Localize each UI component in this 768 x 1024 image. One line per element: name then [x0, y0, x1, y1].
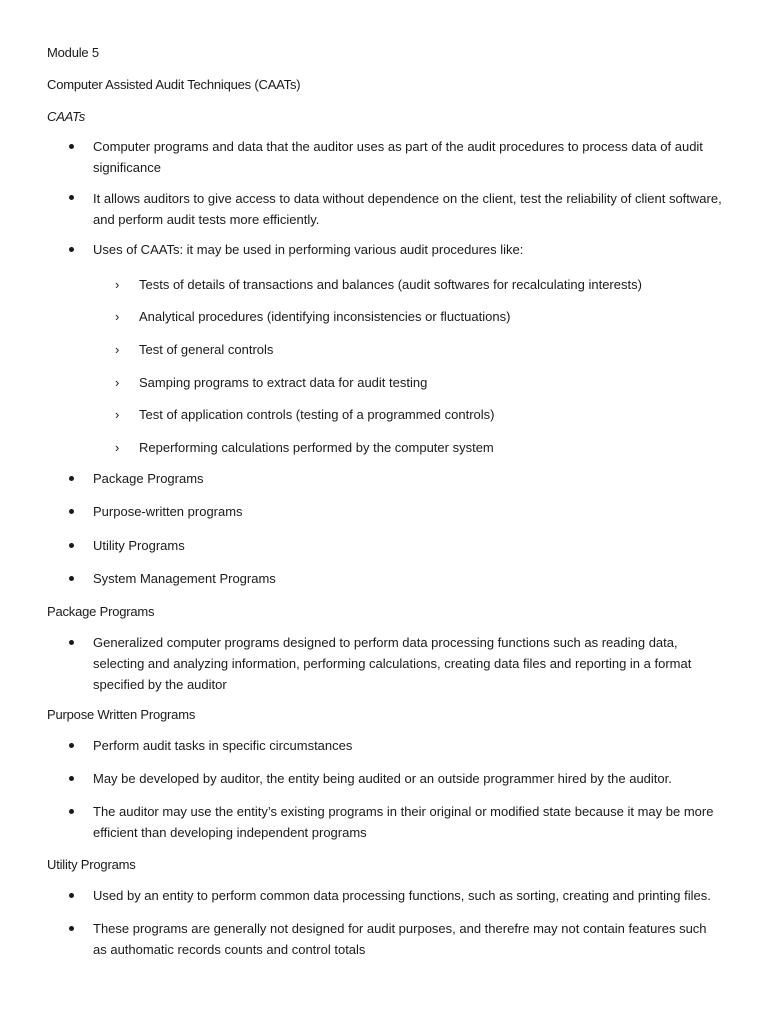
chevron-right-icon: ›	[115, 375, 120, 390]
bullet-icon	[69, 543, 74, 548]
list-item: System Management Programs	[93, 571, 276, 586]
bullet-icon	[69, 640, 74, 645]
bullet-icon	[69, 893, 74, 898]
bullet-icon	[69, 743, 74, 748]
chevron-right-icon: ›	[115, 440, 120, 455]
bullet-icon	[69, 247, 74, 252]
sub-list-item: Test of general controls	[139, 342, 274, 357]
list-item: Generalized computer programs designed to perform data processing functions such as reading data, selecting and analyzing information, performing calculations, creating data files and reporting in a format specified by the auditor	[93, 635, 692, 692]
section-heading-package: Package Programs	[47, 604, 155, 619]
list-item: Used by an entity to perform common data processing functions, such as sorting, creating and printing files.	[93, 888, 711, 903]
bullet-icon	[69, 809, 74, 814]
document-title: Computer Assisted Audit Techniques (CAATs)	[47, 77, 301, 92]
bullet-icon	[69, 509, 74, 514]
bullet-icon	[69, 195, 74, 200]
chevron-right-icon: ›	[115, 342, 120, 357]
section-heading-caats: CAATs	[47, 109, 86, 124]
sub-list-item: Test of application controls (testing of a programmed controls)	[139, 407, 495, 422]
section-heading-utility: Utility Programs	[47, 857, 136, 872]
list-item: Package Programs	[93, 471, 204, 486]
list-item: Computer programs and data that the auditor uses as part of the audit procedures to process data of audit significance	[93, 139, 703, 175]
bullet-icon	[69, 476, 74, 481]
sub-list-item: Tests of details of transactions and balances (audit softwares for recalculating interests)	[139, 277, 642, 292]
sub-list-item: Samping programs to extract data for audit testing	[139, 375, 428, 390]
list-item: Purpose-written programs	[93, 504, 243, 519]
list-item: It allows auditors to give access to data without dependence on the client, test the reliability of client software, and perform audit tests more efficiently.	[93, 191, 722, 227]
list-item: These programs are generally not designed for audit purposes, and therefre may not contain features such as authomatic records counts and control totals	[93, 921, 707, 957]
list-item: Uses of CAATs: it may be used in performing various audit procedures like:	[93, 242, 524, 257]
chevron-right-icon: ›	[115, 309, 120, 324]
bullet-icon	[69, 144, 74, 149]
bullet-icon	[69, 576, 74, 581]
chevron-right-icon: ›	[115, 277, 120, 292]
list-item: Perform audit tasks in specific circumstances	[93, 738, 353, 753]
section-heading-purpose: Purpose Written Programs	[47, 707, 196, 722]
sub-list-item: Analytical procedures (identifying inconsistencies or fluctuations)	[139, 309, 511, 324]
list-item: The auditor may use the entity’s existing programs in their original or modified state because it may be more efficient than developing independent programs	[93, 804, 714, 840]
sub-list-item: Reperforming calculations performed by the computer system	[139, 440, 494, 455]
list-item: May be developed by auditor, the entity being audited or an outside programmer hired by the auditor.	[93, 771, 672, 786]
list-item: Utility Programs	[93, 538, 185, 553]
bullet-icon	[69, 776, 74, 781]
bullet-icon	[69, 926, 74, 931]
chevron-right-icon: ›	[115, 407, 120, 422]
module-label: Module 5	[47, 45, 99, 60]
